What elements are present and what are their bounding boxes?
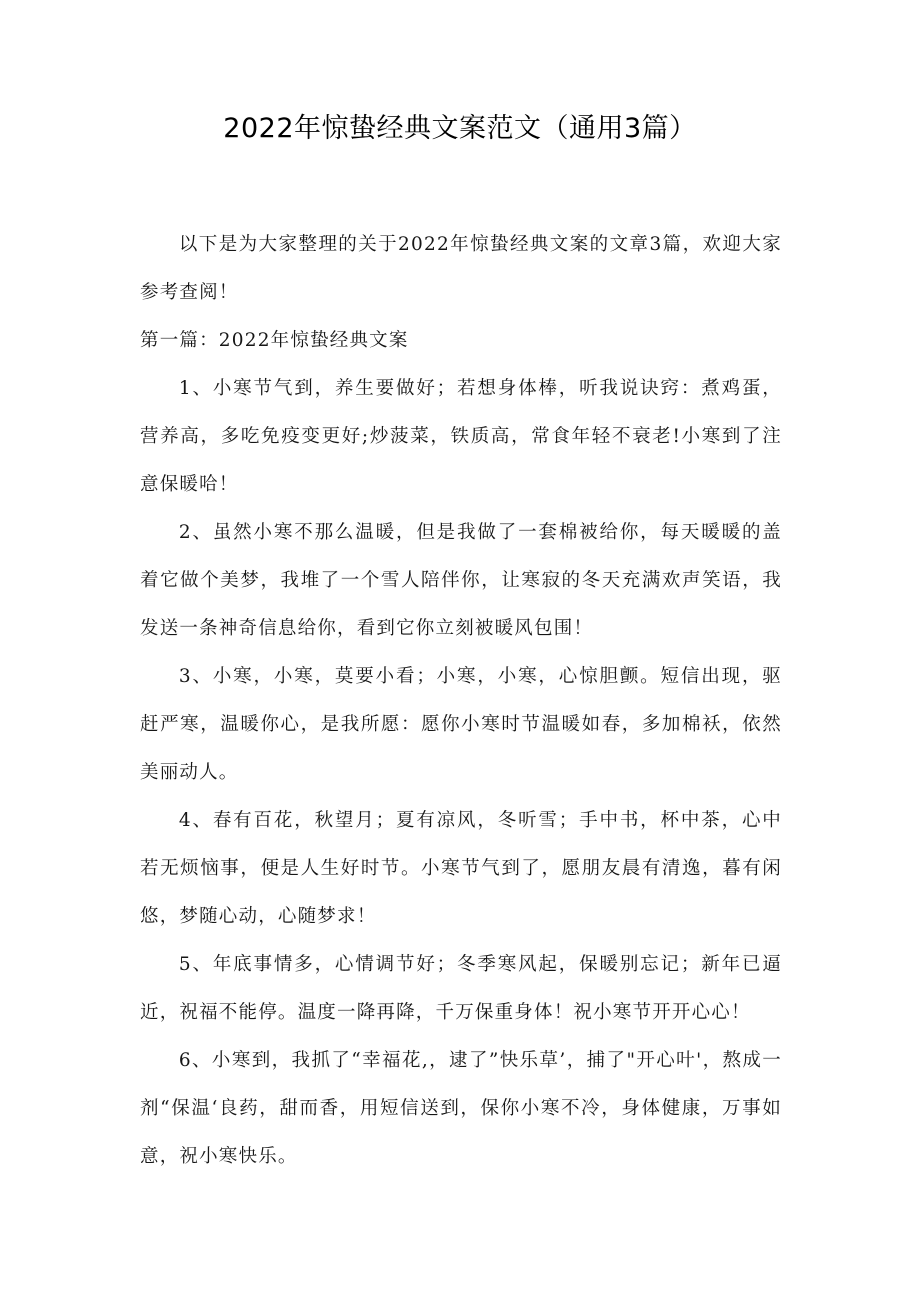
paragraph-4: 4、春有百花，秋望月；夏有凉风，冬听雪；手中书，杯中茶，心中若无烦恼事，便是人生好时节。小寒节气到了，愿朋友晨有清逸，暮有闲悠，梦随心动，心随梦求！ <box>140 810 782 927</box>
section-heading: 第一篇：2022年惊蛰经典文案 <box>140 330 409 351</box>
document-body <box>140 221 782 1181</box>
paragraph-3: 3、小寒，小寒，莫要小看；小寒，小寒，心惊胆颤。短信出现，驱赶严寒，温暖你心，是我所愿：愿你小寒时节温暖如春，多加棉袄，依然美丽动人。 <box>140 666 782 783</box>
document-title: 2022年惊蛰经典文案范文（通用3篇） <box>223 113 697 144</box>
paragraph-2: 2、虽然小寒不那么温暖，但是我做了一套棉被给你，每天暖暖的盖着它做个美梦，我堆了一个雪人陪伴你，让寒寂的冬天充满欢声笑语，我发送一条神奇信息给你，看到它你立刻被暖风包围！ <box>140 522 782 639</box>
paragraph-1: 1、小寒节气到，养生要做好；若想身体棒，听我说诀窍：煮鸡蛋，营养高，多吃免疫变更好;炒菠菜，铁质高，常食年轻不衰老!小寒到了注意保暖哈！ <box>140 378 782 495</box>
paragraph-6: 6、小寒到，我抓了“幸福花,，逮了”快乐草’，捕了"开心叶'，熬成一剂“保温‘良药，甜而香，用短信送到，保你小寒不冷，身体健康，万事如意，祝小寒快乐。 <box>140 1050 782 1167</box>
paragraph-5: 5、年底事情多，心情调节好；冬季寒风起，保暖别忘记；新年已逼近，祝福不能停。温度一降再降，千万保重身体！祝小寒节开开心心！ <box>140 954 782 1023</box>
intro-paragraph: 以下是为大家整理的关于2022年惊蛰经典文案的文章3篇，欢迎大家参考查阅！ <box>140 234 782 303</box>
